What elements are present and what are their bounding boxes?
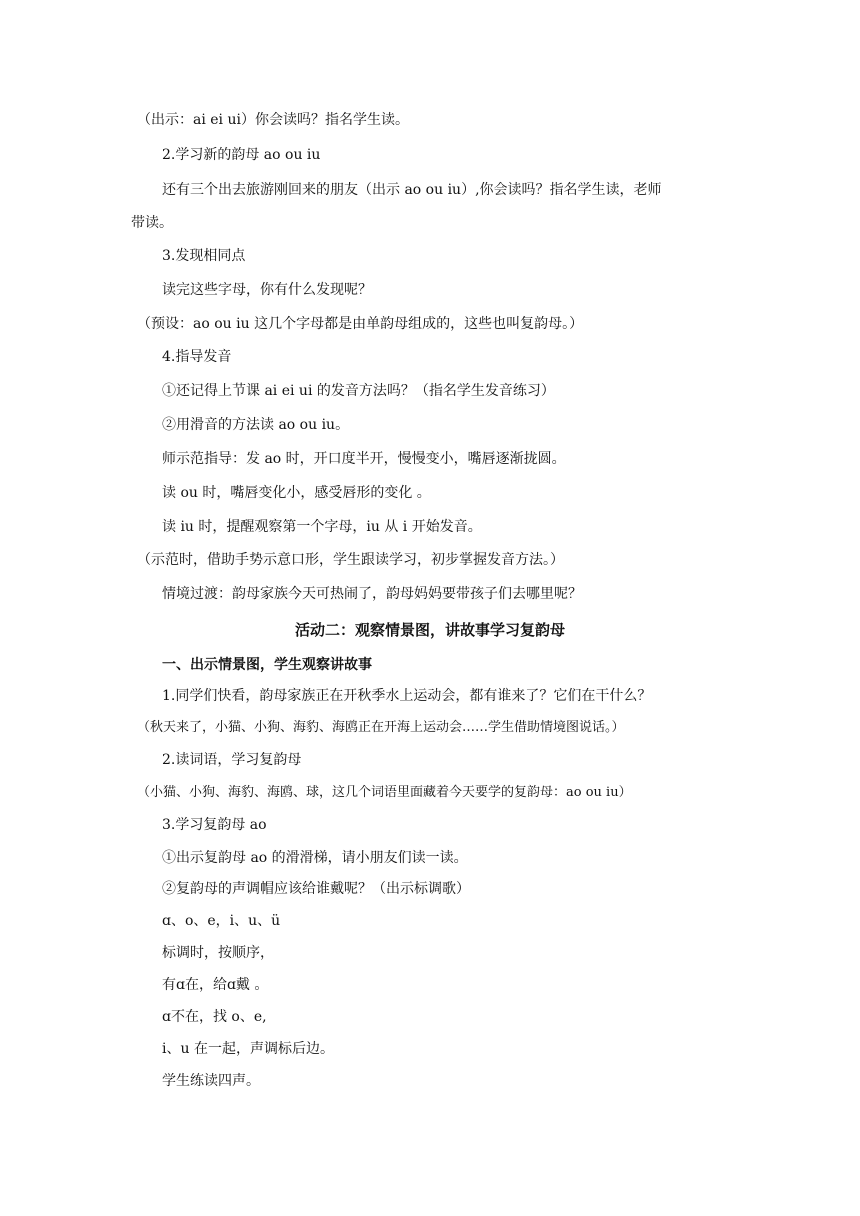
section-heading: 活动二：观察情景图，讲故事学习复韵母	[294, 621, 565, 639]
text-line: （示范时，借助手势示意口形，学生跟读学习，初步掌握发音方法。）	[137, 552, 564, 568]
text-line: 2.学习新的韵母 ao ou iu	[162, 147, 321, 163]
text-line: 标调时，按顺序，	[162, 945, 274, 961]
text-line: 师示范指导：发 ao 时，开口度半开，慢慢变小，嘴唇逐渐拢圆。	[162, 451, 566, 467]
text-line: i、u 在一起，声调标后边。	[162, 1041, 334, 1057]
text-line: 1.同学们快看，韵母家族正在开秋季水上运动会，都有谁来了？它们在干什么？	[162, 688, 652, 704]
text-line: （小猫、小狗、海豹、海鸥、球，这几个词语里面藏着今天要学的复韵母：ao ou iu）	[137, 785, 632, 800]
text-line: ①还记得上节课 ai ei ui 的发音方法吗？（指名学生发音练习）	[162, 383, 555, 399]
text-line: ②用滑音的方法读 ao ou iu。	[162, 417, 350, 433]
text-line: （出示：ai ei ui）你会读吗？指名学生读。	[137, 112, 409, 128]
text-line: 有ɑ在，给ɑ戴 。	[162, 977, 269, 993]
text-line: 2.读词语，学习复韵母	[162, 752, 302, 768]
text-line: 情境过渡：韵母家族今天可热闹了，韵母妈妈要带孩子们去哪里呢？	[162, 586, 582, 602]
text-line: 学生练读四声。	[162, 1073, 260, 1089]
text-line: 还有三个出去旅游刚回来的朋友（出示 ao ou iu）,你会读吗？指名学生读，老师	[162, 182, 662, 198]
text-line: 3.学习复韵母 ao	[162, 817, 267, 833]
text-line: 3.发现相同点	[162, 248, 246, 264]
text-line: ①出示复韵母 ao 的滑滑梯，请小朋友们读一读。	[162, 850, 468, 866]
text-line: 带读。	[131, 215, 173, 231]
text-line: ②复韵母的声调帽应该给谁戴呢？（出示标调歌）	[162, 881, 470, 897]
text-line: （秋天来了，小猫、小狗、海豹、海鸥正在开海上运动会……学生借助情境图说话。）	[137, 720, 625, 735]
subsection-heading: 一、出示情景图，学生观察讲故事	[162, 657, 372, 673]
text-line: 读 iu 时，提醒观察第一个字母，iu 从 i 开始发音。	[162, 519, 482, 535]
text-line: ɑ、o、e，i、u、ü	[162, 913, 281, 929]
text-line: （预设：ao ou iu 这几个字母都是由单韵母组成的，这些也叫复韵母。）	[137, 316, 584, 332]
text-line: 读完这些字母，你有什么发现呢？	[162, 282, 372, 298]
text-line: 4.指导发音	[162, 349, 232, 365]
text-line: 读 ou 时，嘴唇变化小，感受唇形的变化 。	[162, 485, 431, 501]
text-line: ɑ不在，找 o、e,	[162, 1009, 267, 1025]
